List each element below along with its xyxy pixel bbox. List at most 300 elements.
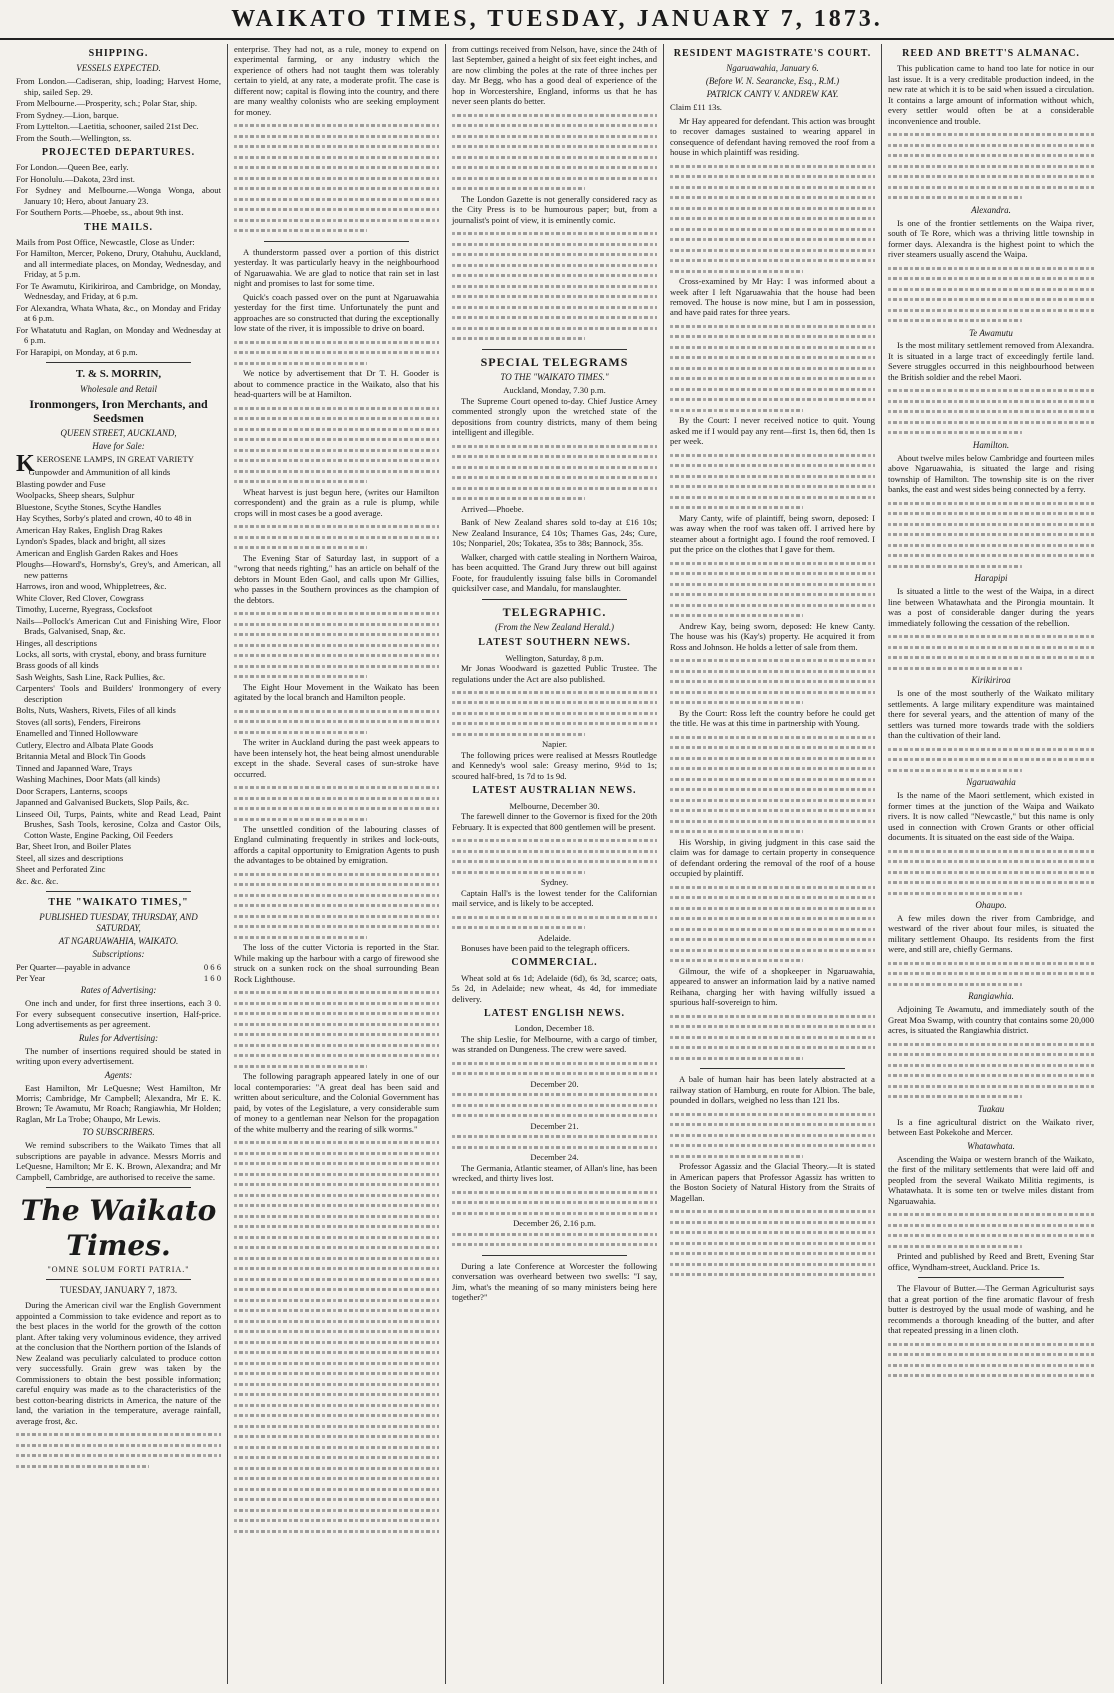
- article-text: The Flavour of Butter.—The German Agriculturist says that a great portion of the fine aromatic flavour of fresh butter is destroyed by the usual mode of washing, and he recommends a thorough kneading of the butter, and after that repeated pressing in a linen cloth.: [888, 1283, 1094, 1336]
- text-line: [670, 955, 875, 966]
- text-line: [888, 540, 1094, 551]
- text-line: [670, 1206, 875, 1217]
- article-text: This publication came to hand too late for notice in our last issue. It is a very creditable production indeed, in the new rate at which it is to be said when issued a circulation. It contains a large amount of information without which, every settler would often be at a considerable inconvenience and trouble.: [888, 63, 1094, 126]
- text-line: [888, 1209, 1094, 1220]
- section-heading: Kirikiriroa: [971, 675, 1011, 686]
- text-line: [234, 932, 439, 943]
- text-line: [888, 1339, 1094, 1350]
- text-line: [670, 784, 875, 795]
- text-line: [452, 1058, 657, 1069]
- article-text: Is the most military settlement removed from Alexandra. It is situated in a large tract of exceedingly fertile land. Severe struggles occurred in this neighbourhood between the British soldier and the rebel Maori.: [888, 340, 1094, 382]
- motto: "OMNE SOLUM FORTI PATRIA.": [47, 1264, 190, 1274]
- sale-item: Harrows, iron and wood, Whippletrees, &c.: [16, 581, 167, 592]
- dateline: London, December 18.: [514, 1023, 595, 1034]
- sale-item: Sash Weights, Sash Line, Rack Pullies, &c.: [16, 671, 166, 682]
- telegraphic-heading: TELEGRAPHIC.: [502, 604, 607, 619]
- mails-item: For Whatatutu and Raglan, on Monday and Wednesday at 6 p.m.: [16, 324, 221, 346]
- article-text: Is one of the frontier settlements on the Waipa river, south of Te Rore, which was a thriving little township in former days. Alexandra is the highest point to which the river steamers usually ascend the Waipa.: [888, 217, 1094, 260]
- text-line: [234, 1347, 439, 1358]
- text-line: [670, 697, 875, 708]
- text-line: [670, 763, 875, 774]
- section-heading: Te Awamutu: [969, 327, 1013, 338]
- sale-item: Bolts, Nuts, Washers, Rivets, Files of all kinds: [16, 705, 176, 716]
- section-heading: Hamilton.: [972, 439, 1010, 450]
- article-text: The loss of the cutter Victoria is reported in the Star. While making up the harbour with a cargo of firewood she struck on a sunken rock on the shoal surrounding Bean Rock Lighthouse.: [234, 942, 439, 984]
- text-line: [234, 640, 439, 651]
- dateline: December 24.: [530, 1152, 579, 1163]
- article-text: We notice by advertisement that Dr T. H. Gooder is about to commence practice in the Waikato, also that his head-quarters will be at Hamilton.: [234, 368, 439, 400]
- text-line: [670, 1248, 875, 1259]
- text-line: [452, 718, 657, 729]
- article-text: The Supreme Court opened to-day. Chief Justice Arney commented strongly upon the wretched state of the depositions from country districts, many of them being intelligent and illegible.: [452, 395, 657, 438]
- text-line: [452, 856, 657, 867]
- sale-item: American Hay Rakes, English Drag Rakes: [16, 524, 163, 535]
- text-line: [670, 224, 875, 235]
- text-line: [234, 1242, 439, 1253]
- text-line: [452, 922, 657, 933]
- text-line: [452, 228, 657, 239]
- text-line: [234, 869, 439, 880]
- text-line: [670, 1259, 875, 1270]
- text-line: [888, 1049, 1094, 1060]
- article-text: The Evening Star of Saturday last, in support of a "wrong that needs righting," has an article on behalf of the debtors in Mount Eden Gaol, and calls upon Mr Gillies, who passes in the Southern provinces as the champion of the debtors.: [234, 552, 439, 605]
- dateline: Napier.: [541, 739, 568, 750]
- text-line: [234, 152, 439, 163]
- sale-item: Linseed Oil, Turps, Paints, white and Read Lead, Paint Brushes, Sash Tools, kerosine, Colza and Castor Oils, Cotton Waste, Engine Packing, Oil Feeders: [16, 808, 221, 840]
- text-line: [234, 1410, 439, 1421]
- special-telegrams-heading: SPECIAL TELEGRAMS: [480, 354, 629, 369]
- english-news-heading: LATEST ENGLISH NEWS.: [483, 1008, 626, 1020]
- agents-text: East Hamilton, Mr LeQuesne; West Hamilton, Mr Morris; Cambridge, Mr Campbell; Alexandra, Mr E. K. Brown; Te Awamutu, Mr Roach; Rangiawhia, Mr Holden; Raglan, Mr La Trobe; Ohaupo, Mr Lewis.: [16, 1082, 221, 1124]
- paper-nameplate: The Waikato Times.: [20, 1194, 217, 1262]
- text-line: [452, 687, 657, 698]
- article-text: enterprise. They had not, as a rule, money to expend on experimental farming, or any industry which the experience of others had not taught them was tolerably certain to yield, at any rate, a moderate profit. The case is different now; capital is flowing into the country, and there are many wealthy colonists who are seeking employment for money.: [234, 44, 439, 117]
- text-line: [670, 492, 875, 503]
- text-line: [670, 589, 875, 600]
- text-line: [670, 924, 875, 935]
- text-line: [234, 532, 439, 543]
- text-line: [670, 903, 875, 914]
- projected-departures-heading: PROJECTED DEPARTURES.: [41, 147, 196, 159]
- text-line: [452, 729, 657, 740]
- text-line: [452, 472, 657, 483]
- text-line: [452, 302, 657, 313]
- dropcap: K: [16, 450, 35, 477]
- text-line: [670, 234, 875, 245]
- text-line: [670, 192, 875, 203]
- text-line: [888, 979, 1094, 990]
- sale-item: Ploughs—Howard's, Hornsby's, Grey's, and American, all new patterns: [16, 559, 221, 580]
- text-line: [888, 856, 1094, 867]
- article-text: The farewell dinner to the Governor is fixed for the 20th February. It is expected that 800 gentlemen will be present.: [452, 811, 657, 832]
- article-text: The ship Leslie, for Melbourne, with a cargo of timber, was stranded on Dungeness. The crew were saved.: [452, 1033, 657, 1055]
- text-line: [670, 1269, 875, 1280]
- text-line: [452, 1239, 657, 1250]
- text-line: [670, 1217, 875, 1228]
- text-line: [452, 1110, 657, 1121]
- text-line: [888, 1091, 1094, 1102]
- text-line: [234, 1421, 439, 1432]
- text-line: [234, 434, 439, 445]
- text-line: [888, 765, 1094, 776]
- dateline: Melbourne, December 30.: [509, 800, 600, 811]
- sale-item: Steel, all sizes and descriptions: [16, 852, 124, 863]
- rates-text: One inch and under, for first three insertions, each 3 0. For every subsequent consecutive insertion, Half-price. Long advertisements as per agreement.: [16, 998, 221, 1030]
- text-line: [16, 1429, 221, 1440]
- sale-item: Japanned and Galvanised Buckets, Slop Pails, &c.: [16, 797, 190, 808]
- text-line: [888, 427, 1094, 438]
- article-text: Ascending the Waipa or western branch of the Waikato, the first of the military settlements that were laid off and peopled from the several Waikato Militia regiments, is Whatawhata. It is some ten or twelve miles distant from Ngaruawahia.: [888, 1153, 1094, 1206]
- text-line: [452, 152, 657, 163]
- text-line: [670, 945, 875, 956]
- article-text: The Germania, Atlantic steamer, of Allan's line, has been wrecked, and thirty lives lost.: [452, 1162, 657, 1184]
- text-line: [888, 385, 1094, 396]
- text-line: [888, 652, 1094, 663]
- text-line: [670, 826, 875, 837]
- text-line: [452, 441, 657, 452]
- article-text: Wheat harvest is just begun here, (writes our Hamilton correspondent) and the grain as a rule is plump, while crops will in most cases be a good average.: [234, 486, 439, 518]
- text-line: [670, 805, 875, 816]
- text-line: [888, 406, 1094, 417]
- article-text: About twelve miles below Cambridge and fourteen miles above Ngaruawahia, is situated the large and rising township of Hamilton. The township site is on the river banks, the east and west sides being connected by a ferry.: [888, 452, 1094, 495]
- text-line: [670, 1227, 875, 1238]
- section-heading: Tuakau: [977, 1103, 1005, 1114]
- article-text: The following paragraph appeared lately in one of our local contemporaries: "A great deal has been said and written about sericulture, and the Colonial Government has paid, by votes of the Legislature, a very considerable sum of money to a gentleman near Nelson for the propagation of the white mulberry and the rearing of silk worms.": [234, 1071, 439, 1134]
- text-line: [234, 183, 439, 194]
- text-line: [452, 239, 657, 250]
- article-text: Gilmour, the wife of a shopkeeper in Ngaruawahia, appeared to answer an information laid by a native named Reihana, charging her with having wilfully issued a spurious half-sovereign to him.: [670, 965, 875, 1008]
- article-text: The unsettled condition of the labouring classes of England culminating frequently in strikes and lock-outs, affords a capital opportunity to Emigration Agents to push the advantages to be obtained by emigration.: [234, 824, 439, 866]
- text-line: [670, 1109, 875, 1120]
- text-line: [888, 1060, 1094, 1071]
- text-line: [670, 342, 875, 353]
- text-line: [234, 1008, 439, 1019]
- sale-item: White Clover, Red Clover, Cowgrass: [16, 592, 144, 603]
- text-line: [234, 194, 439, 205]
- text-line: [234, 900, 439, 911]
- text-line: [234, 671, 439, 682]
- text-line: [452, 708, 657, 719]
- article-text: Andrew Kay, being sworn, deposed: He knew Canty. The house was his (Kay's) property. He acquired it from Ross and Johnson. He holds a letter of sale from them.: [670, 620, 875, 652]
- text-line: [234, 337, 439, 348]
- text-line: [888, 1230, 1094, 1241]
- mails-item: For Te Awamutu, Kirikiriroa, and Cambridge, on Monday, Wednesday, and Friday, at 6 p.m.: [16, 280, 221, 302]
- text-line: [452, 846, 657, 857]
- text-line: [234, 466, 439, 477]
- text-line: [234, 1505, 439, 1516]
- sale-item: Timothy, Lucerne, Ryegrass, Cocksfoot: [16, 604, 153, 615]
- text-line: [234, 1169, 439, 1180]
- article-text: The writer in Auckland during the past week appears to have been intensely hot, the heat being almost unendurable except in the shade. Several cases of sun-stroke have occurred.: [234, 737, 439, 779]
- text-line: [452, 493, 657, 504]
- article-text: Is a fine agricultural district on the Waikato river, between East Pokekohe and Mercer.: [888, 1116, 1094, 1138]
- sale-item: Lyndon's Spades, black and bright, all sizes: [16, 536, 166, 547]
- firm-title: Ironmongers, Iron Merchants, and Seedsmen: [29, 396, 208, 426]
- text-line: [670, 1053, 875, 1064]
- text-line: [234, 1326, 439, 1337]
- text-line: [452, 462, 657, 473]
- text-line: [234, 1211, 439, 1222]
- text-line: [888, 744, 1094, 755]
- text-line: [888, 417, 1094, 428]
- text-line: [234, 608, 439, 619]
- australian-news-heading: LATEST AUSTRALIAN NEWS.: [472, 785, 637, 797]
- text-line: [888, 888, 1094, 899]
- text-line: [888, 663, 1094, 674]
- rm-case: PATRICK CANTY V. ANDREW KAY.: [706, 89, 839, 100]
- text-line: [452, 110, 657, 121]
- article-text: A thunderstorm passed over a portion of this district yesterday. It was particularly heavy in the neighbourhood of Ngaruawahia. We are glad to notice that rain set in last night and promises to last for some time.: [234, 246, 439, 289]
- text-line: [888, 129, 1094, 140]
- article-text: Mr Hay appeared for defendant. This action was brought to recover damages sustained to wearing apparel in consequence of defendant having removed the roof from a house in which plaintiff was residing.: [670, 115, 875, 158]
- text-line: [234, 1190, 439, 1201]
- text-line: [234, 445, 439, 456]
- article-text: Printed and published by Reed and Brett, Evening Star office, Wyndham-street, Auckland. Price 1s.: [888, 1251, 1094, 1272]
- text-line: [234, 727, 439, 738]
- section-heading: Alexandra.: [971, 204, 1011, 215]
- text-line: [234, 162, 439, 173]
- dateline: Sydney.: [540, 877, 569, 888]
- text-line: [234, 716, 439, 727]
- columns: [10, 44, 1104, 1684]
- article-text: Walker, charged with cattle stealing in Northern Wairoa, has been acquitted. The Grand Jury threw out bill against Foote, for fraudulently issuing false bills in Coromandel quicksilver case, and Mandalu, for manslaughter.: [452, 551, 657, 594]
- text-line: [234, 424, 439, 435]
- column-2: [228, 44, 446, 1684]
- mails-item: For Harapipi, on Monday, at 6 p.m.: [16, 346, 138, 357]
- article-text: Quick's coach passed over on the punt at Ngaruawahia yesterday for the first time. Unfortunately the punt and approaches are so constructed that during the exceptionally low state of the river, it is impossible to drive on board.: [234, 291, 439, 334]
- divider: [46, 891, 191, 892]
- published-line: PUBLISHED TUESDAY, THURSDAY, AND SATURDAY,: [39, 912, 198, 934]
- divider: [264, 241, 409, 242]
- text-line: [234, 1040, 439, 1051]
- text-line: [888, 263, 1094, 274]
- section-heading: Rangiawhia.: [968, 991, 1014, 1002]
- text-line: [234, 782, 439, 793]
- text-line: [234, 120, 439, 131]
- text-line: [234, 1526, 439, 1537]
- text-line: [234, 1284, 439, 1295]
- text-line: [234, 141, 439, 152]
- text-line: [234, 619, 439, 630]
- mails-item: For Alexandra, Whata Whata, &c., on Monday and Friday at 6 p.m.: [16, 302, 221, 324]
- masthead-title: WAIKATO TIMES, TUESDAY, JANUARY 7, 1873.: [231, 6, 883, 32]
- text-line: [234, 629, 439, 640]
- text-line: [234, 1358, 439, 1369]
- article-text: His Worship, in giving judgment in this case said the claim was for damage to certain property in consequence of defendant ordering the removal of the roof of a house occupied by plaintiff.: [670, 836, 875, 879]
- text-line: [670, 892, 875, 903]
- text-line: [670, 321, 875, 332]
- sale-item: Sheet and Perforated Zinc: [16, 864, 106, 875]
- text-line: [888, 150, 1094, 161]
- text-line: [452, 1197, 657, 1208]
- text-line: [234, 1305, 439, 1316]
- text-line: [452, 249, 657, 260]
- text-line: [888, 877, 1094, 888]
- article-text: Mr Jonas Woodward is gazetted Public Trustee. The regulations under the Act are also published.: [452, 663, 657, 684]
- special-telegrams-sub: TO THE "WAIKATO TIMES.": [500, 372, 609, 383]
- text-line: [670, 471, 875, 482]
- text-line: [888, 754, 1094, 765]
- text-line: [670, 255, 875, 266]
- text-line: [670, 161, 875, 172]
- subscription-value: 1 6 0: [203, 972, 221, 983]
- text-line: [888, 1081, 1094, 1092]
- text-line: [452, 281, 657, 292]
- shipping-heading: SHIPPING.: [88, 48, 149, 59]
- section-heading: Whatawhata.: [967, 1140, 1015, 1151]
- text-line: [670, 384, 875, 395]
- text-line: [16, 1440, 221, 1451]
- sale-item: Britannia Metal and Block Tin Goods: [16, 751, 146, 762]
- have-for-sale: Have for Sale:: [92, 440, 145, 451]
- firm-name: T. & S. MORRIN,: [75, 368, 162, 381]
- sale-item: Cutlery, Electro and Albata Plate Goods: [16, 739, 154, 750]
- article-text: Is the name of the Maori settlement, which existed in former times at the junction of the Waipa and Waikato rivers. It is now called "Newcastle," but this name is only used in connection with Crown Grants or other official documents. It is situated on the east side of the Waipa.: [888, 790, 1094, 843]
- sale-item: &c. &c. &c.: [16, 875, 59, 886]
- text-line: [234, 1232, 439, 1243]
- sale-item: Carpenters' Tools and Builders' Ironmongery of every description: [16, 683, 221, 704]
- text-line: [234, 1148, 439, 1159]
- text-line: [234, 879, 439, 890]
- article-text: During a late Conference at Worcester the following conversation was overheard between two swells: "I say, Jim, what's the meaning of so many ministers being here together?": [452, 1260, 657, 1303]
- text-line: [670, 331, 875, 342]
- text-line: [670, 568, 875, 579]
- text-line: [670, 687, 875, 698]
- sale-intro-text: KEROSENE LAMPS, IN GREAT VARIETY: [36, 453, 194, 464]
- divider: [482, 349, 627, 350]
- text-line: [888, 529, 1094, 540]
- telegraphic-sub: (From the New Zealand Herald.): [495, 622, 614, 633]
- text-line: [888, 182, 1094, 193]
- text-line: [670, 363, 875, 374]
- text-line: [888, 561, 1094, 572]
- text-line: [888, 1360, 1094, 1371]
- article-text: Adjoining Te Awamutu, and immediately south of the Great Moa Swamp, with country that contains some 20,000 acres, is situated the Rangiawhia district.: [888, 1004, 1094, 1036]
- text-line: [234, 215, 439, 226]
- expected-item: From Melbourne.—Prosperity, sch.; Polar Star, ship.: [16, 98, 197, 109]
- text-line: [670, 1140, 875, 1151]
- text-line: [234, 455, 439, 466]
- text-line: [670, 732, 875, 743]
- sale-item: Blasting powder and Fuse: [16, 478, 106, 489]
- rm-place: Ngaruawahia, January 6.: [726, 63, 819, 74]
- projected-item: For Sydney and Melbourne.—Wonga Wonga, about January 10; Hero, about January 23.: [16, 185, 221, 206]
- text-line: [888, 315, 1094, 326]
- expected-list: [16, 76, 221, 143]
- article-text: The London Gazette is not generally considered racy as the City Press is to be humourous paper; but, from a journalist's point of view, it is eminently comic.: [452, 193, 657, 225]
- text-line: [670, 882, 875, 893]
- subscription-row: [16, 962, 221, 972]
- mails-heading: THE MAILS.: [84, 221, 153, 233]
- text-line: [234, 1463, 439, 1474]
- article-text: from cuttings received from Nelson, have, since the 24th of last September, gained a height of six feet eight inches, and are now climbing the poles at the rate of three inches per day. Mr Begg, who has a good deal of experience of the hop in Worcestershire, England, informs us that he has never seen plants do better.: [452, 44, 657, 107]
- text-line: [888, 273, 1094, 284]
- southern-news-heading: LATEST SOUTHERN NEWS.: [478, 637, 631, 649]
- rm-court-heading: RESIDENT MAGISTRATE'S COURT.: [673, 48, 872, 59]
- text-line: [234, 1221, 439, 1232]
- text-line: [234, 358, 439, 369]
- text-line: [452, 120, 657, 131]
- text-line: [234, 1337, 439, 1348]
- text-line: [670, 502, 875, 513]
- text-line: [234, 921, 439, 932]
- rules-heading: Rules for Advertising:: [78, 1032, 159, 1043]
- text-line: [234, 793, 439, 804]
- text-line: [452, 1100, 657, 1111]
- vessels-expected-heading: VESSELS EXPECTED.: [76, 63, 161, 74]
- text-line: [234, 1484, 439, 1495]
- text-line: [234, 542, 439, 553]
- text-line: [16, 1450, 221, 1461]
- sale-item: Bluestone, Scythe Stones, Scythe Handles: [16, 501, 162, 512]
- issue-date: TUESDAY, JANUARY 7, 1873.: [59, 1285, 178, 1296]
- text-line: [452, 260, 657, 271]
- masthead: [0, 0, 1114, 40]
- article-text: The following prices were realised at Messrs Routledge and Kennedy's wool sale: Greasy merino, 9½d to 1s; scoured half-bred, 1s 7d to 1s 9d.: [452, 749, 657, 781]
- expected-item: From Sydney.—Lion, barque.: [16, 109, 119, 120]
- text-line: [234, 403, 439, 414]
- article-text: Bonuses have been paid to the telegraph officers.: [461, 943, 630, 953]
- divider: [46, 1279, 191, 1280]
- text-line: [888, 498, 1094, 509]
- sale-item: American and English Garden Rakes and Hoes: [16, 547, 178, 558]
- rm-before: (Before W. N. Searancke, Esq., R.M.): [705, 76, 840, 87]
- article-text: Wheat sold at 6s 1d; Adelaide (6d), 6s 3d, scarce; oats, 5s 2d, in Adelaide; new wheat, 4s 4d, for immediate delivery.: [452, 972, 657, 1004]
- text-line: [452, 323, 657, 334]
- text-line: [452, 697, 657, 708]
- section-heading: Ngaruawahia: [966, 777, 1016, 788]
- dateline: Auckland, Monday, 7.30 p.m.: [503, 385, 606, 396]
- text-line: [670, 816, 875, 827]
- sale-item: Brass goods of all kinds: [16, 660, 99, 671]
- text-line: [234, 1316, 439, 1327]
- text-line: [234, 173, 439, 184]
- text-line: [234, 521, 439, 532]
- sale-item: Enamelled and Tinned Hollowware: [16, 728, 138, 739]
- subscription-row: [16, 973, 221, 983]
- text-line: [670, 1130, 875, 1141]
- text-line: [452, 1131, 657, 1142]
- subscriptions-heading: Subscriptions:: [92, 949, 145, 960]
- column-1: [10, 44, 228, 1684]
- expected-item: From London.—Cadiseran, ship, loading; Harvest Home, ship, sailed Sep. 29.: [16, 76, 221, 97]
- editorial-text: During the American civil war the English Government appointed a Commission to take evidence and report as to the best places in the world for the growth of the cotton plant. After taking very voluminous evidence, they arrived at the conclusion that the Northern portion of the Islands of New Zealand was peculiarly calculated to produce cotton very successfully. Grain grew was taken by the Commissioners to obtain the best possible information; careful enquiry was made as to the characteristics of the best cotton-bearing districts in America, the nature of the land, the variation in the temperature, average rainfall, average frost, &c.: [16, 1300, 221, 1426]
- text-line: [670, 373, 875, 384]
- sale-item: Door Scrapers, Lanterns, scoops: [16, 785, 128, 796]
- text-line: [234, 890, 439, 901]
- text-line: [234, 347, 439, 358]
- projected-item: For Honolulu.—Dakota, 23rd inst.: [16, 173, 135, 184]
- divider: [700, 1068, 845, 1069]
- text-line: [888, 1039, 1094, 1050]
- text-line: [670, 934, 875, 945]
- text-line: [234, 1179, 439, 1190]
- article-text: Is situated a little to the west of the Waipa, in a direct line between Whatawhata and the Pirongia mountain. It was a post of considerable danger during the years immediately following the cessation of the rebellion.: [888, 586, 1094, 628]
- sale-item: Nails—Pollock's American Cut and Finishing Wire, Floor Brads, Galvanised, Snap, &c.: [16, 615, 221, 637]
- text-line: [452, 867, 657, 878]
- text-line: [452, 270, 657, 281]
- sale-item: Tinned and Japanned Ware, Trays: [16, 762, 133, 773]
- text-line: [670, 676, 875, 687]
- text-line: [234, 1253, 439, 1264]
- text-line: [452, 451, 657, 462]
- text-line: [234, 1442, 439, 1453]
- text-line: [234, 650, 439, 661]
- column-5: [882, 44, 1100, 1684]
- article-text: Arrived—Phoebe.: [461, 503, 524, 514]
- text-line: [234, 225, 439, 236]
- subscription-label: Per Year: [16, 972, 46, 983]
